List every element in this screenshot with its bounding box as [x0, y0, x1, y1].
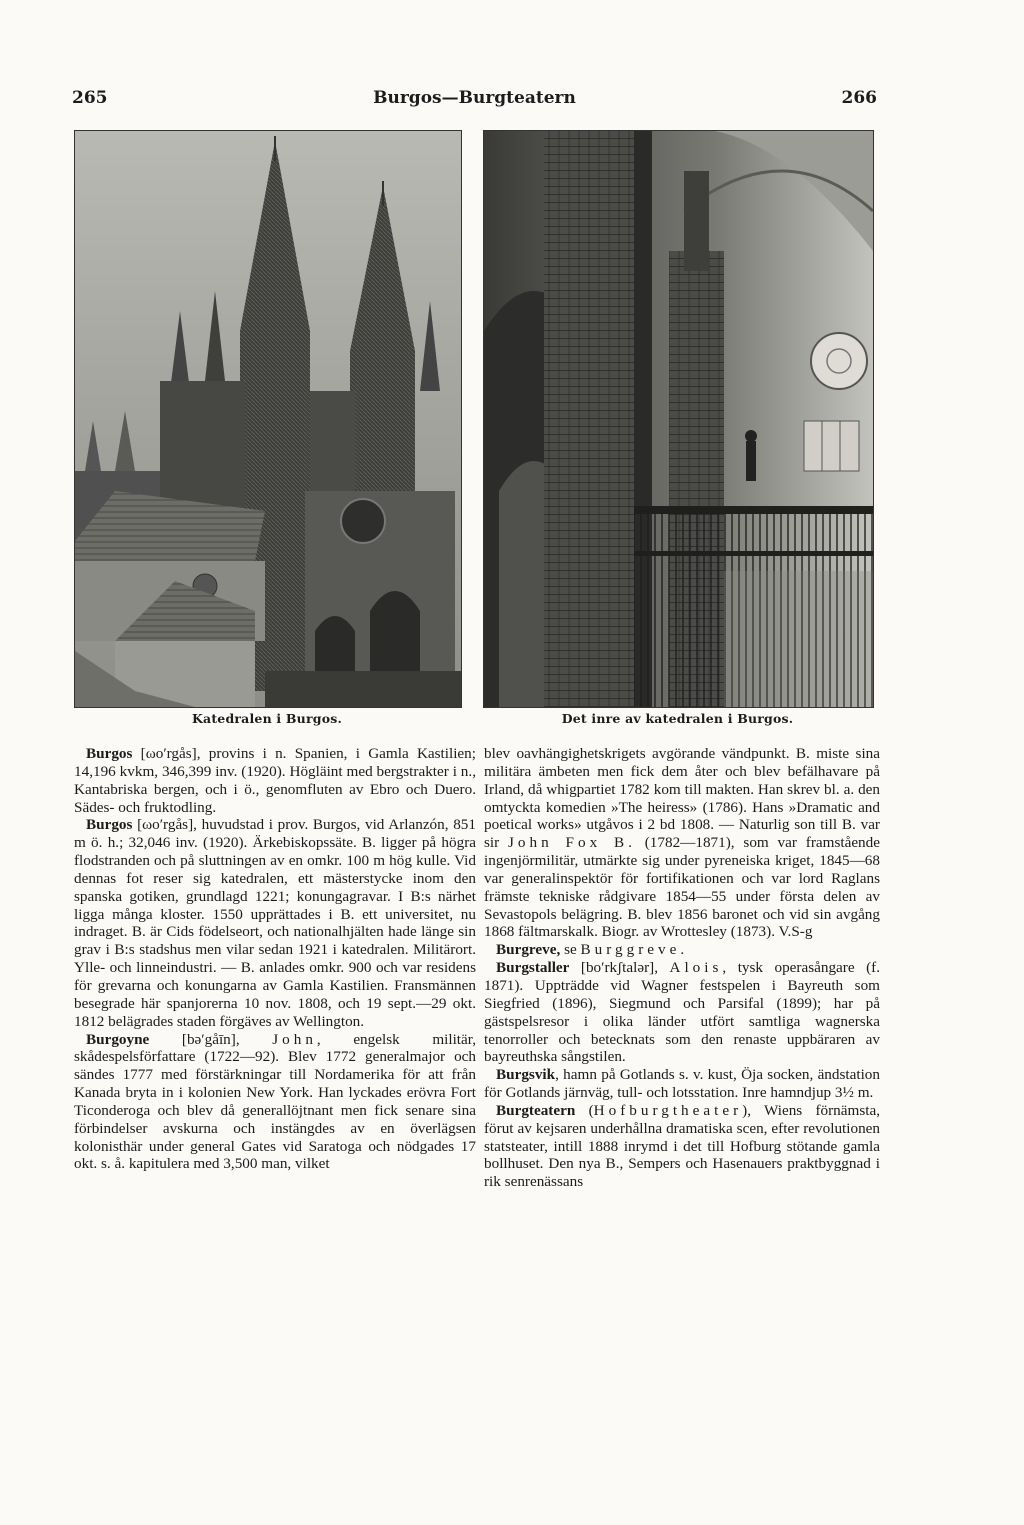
entry-text: , tysk operasångare (f. 1871). Uppträdde vid Wagner festspelen i Bayreuth som Siegfried (1896), Siegmund och Parsifal (1899); har på gästspelsresor i olika länder utfört samtliga wagnerska tenorroller och betecknats som den renaste uppbäraren av bayreuthska sångstilen.	[484, 959, 880, 1066]
figure-caption-left: Katedralen i Burgos.	[191, 711, 343, 726]
entry-burgoyne	[74, 1031, 476, 1174]
running-title: Burgos—Burgteatern	[373, 88, 576, 108]
entry-text: , hamn på Gotlands s. v. kust, Öja socken, ändstation för Gotlands järnväg, tull- och lotsstation. Inre hamndjup 3½ m.	[484, 1066, 880, 1102]
entry-text: se	[560, 941, 581, 959]
text-column-left	[74, 745, 476, 1173]
entry-text: ), Wiens förnämsta, förut av kejsaren underhållna dramatiska scen, efter revolutionen statsteater, intill 1888 inrymd i det till Hofburg stötande gamla bollhuset. Den nya B., Sempers och Hasenauers praktbyggnad i rik senrenässans	[484, 1101, 880, 1191]
headword: Burgteatern	[496, 1101, 576, 1119]
pronunciation: [bo′rkʃtalər],	[569, 959, 670, 977]
entry-text: [ωo′rgås], huvudstad i prov. Burgos, vid Arlanzón, 851 m ö. h.; 32,046 inv. (1920). Ärkebiskopssäte. B. ligger på högra flodstranden och på sluttningen av en omkr. 100 m hög kulle. Vid dennas fot reser sig katedralen, ett mästerstycke inom den spanska gotiken, grundlagd 1221; konungagravar. I B:s närhet ligga många kloster. 1550 upprättades i B. ett universitet, nu indraget. B. är Cids födelseort, och nationalhjälten hade länge sin grav i B:s stadshus men vilar sedan 1921 i katedralen. Militärort. Ylle- och linneindustri. — B. anlades omkr. 900 och var residens för grevarna och konungarna av Gamla Kastilien. Fransmännen besegrade här spanjorerna 10 nov. 1808, och 19 sept.—29 okt. 1812 belägrades staden förgäves av Wellington.	[74, 816, 476, 1030]
entry-burgoyne-continued	[484, 745, 880, 941]
entry-burgteatern	[484, 1102, 880, 1191]
given-name: John	[272, 1030, 317, 1048]
cathedral-interior-icon	[484, 131, 873, 707]
entry-text: , engelsk militär, skådespelsförfattare (1722—92). Blev 1772 generalmajor och sändes 1777 med förstärkningar till Nordamerika för att från Kanada bryta in i kolonien New York. Han lyckades erövra Fort Ticonderoga och blev då generallöjtnant men fick senare sina förbindelser avskurna och instängdes av en överlägsen kolonisthär under general Gates vid Saratoga och nödgades 17 okt. s. å. kapitulera med 3,500 man, vilket	[74, 1030, 476, 1173]
headword: Burgstaller	[496, 959, 570, 977]
cathedral-exterior-icon	[75, 131, 461, 707]
headword: Burgsvik	[496, 1066, 556, 1084]
entry-text: (1782—1871), som var framstående ingenjörmilitär, utmärkte sig under pyreneiska kriget, 1845—68 var generalinspektör för fortifikationen och var lord Raglans främste tekniske rådgivare 1854—55 under första delen av Sevastopols belägring. B. blev 1856 baronet och vid sin avgång 1868 fältmarskalk. Biogr. av Wrottesley (1873). V.S-g	[484, 834, 880, 941]
headword: Burgos	[86, 816, 133, 834]
page-number-left: 265	[72, 88, 108, 108]
entry-burgstaller	[484, 959, 880, 1066]
text-column-right	[484, 745, 880, 1191]
entry-burgos-city	[74, 816, 476, 1030]
headword: Burgreve,	[496, 941, 561, 959]
cathedral-interior-photo	[483, 130, 874, 708]
son-name: John Fox B.	[508, 834, 636, 852]
entry-text: (	[575, 1101, 594, 1119]
pronunciation: [bə′gåīn],	[149, 1030, 273, 1048]
entry-text: [ωo′rgås], provins i n. Spanien, i Gamla Kastilien; 14,196 kvkm, 346,399 inv. (1920). Högläint med bergstrakter i n., Kantabriska bergen, och i ö., genomfluten av Ebro och Duero. Sädes- och fruktodling.	[74, 745, 476, 816]
page-number-right: 266	[841, 88, 877, 108]
entry-text: blev oavhängighetskrigets avgörande vändpunkt. B. miste sina militära ämbeten men fick dem åter och blev befälhavare på Irland, då whigpartiet 1782 kom till makten. Han skrev bl. a. den omtyckta komedien »The heiress» (1786). Hans »Dramatic and poetical works» utgåvos i 2 bd 1808. — Naturlig son till B. var sir	[484, 745, 880, 852]
entry-burgreve	[484, 941, 880, 959]
headword: Burgos	[86, 745, 133, 762]
cathedral-exterior-photo	[74, 130, 462, 708]
alternate-name: Hofburgtheater	[593, 1101, 743, 1119]
figure-caption-right: Det inre av katedralen i Burgos.	[561, 711, 794, 726]
headword: Burgoyne	[86, 1030, 150, 1048]
entry-burgos-province	[74, 745, 476, 816]
cross-reference: Burggreve.	[580, 941, 689, 959]
entry-burgsvik	[484, 1066, 880, 1102]
given-name: Alois	[669, 959, 723, 977]
page-header	[72, 88, 877, 116]
